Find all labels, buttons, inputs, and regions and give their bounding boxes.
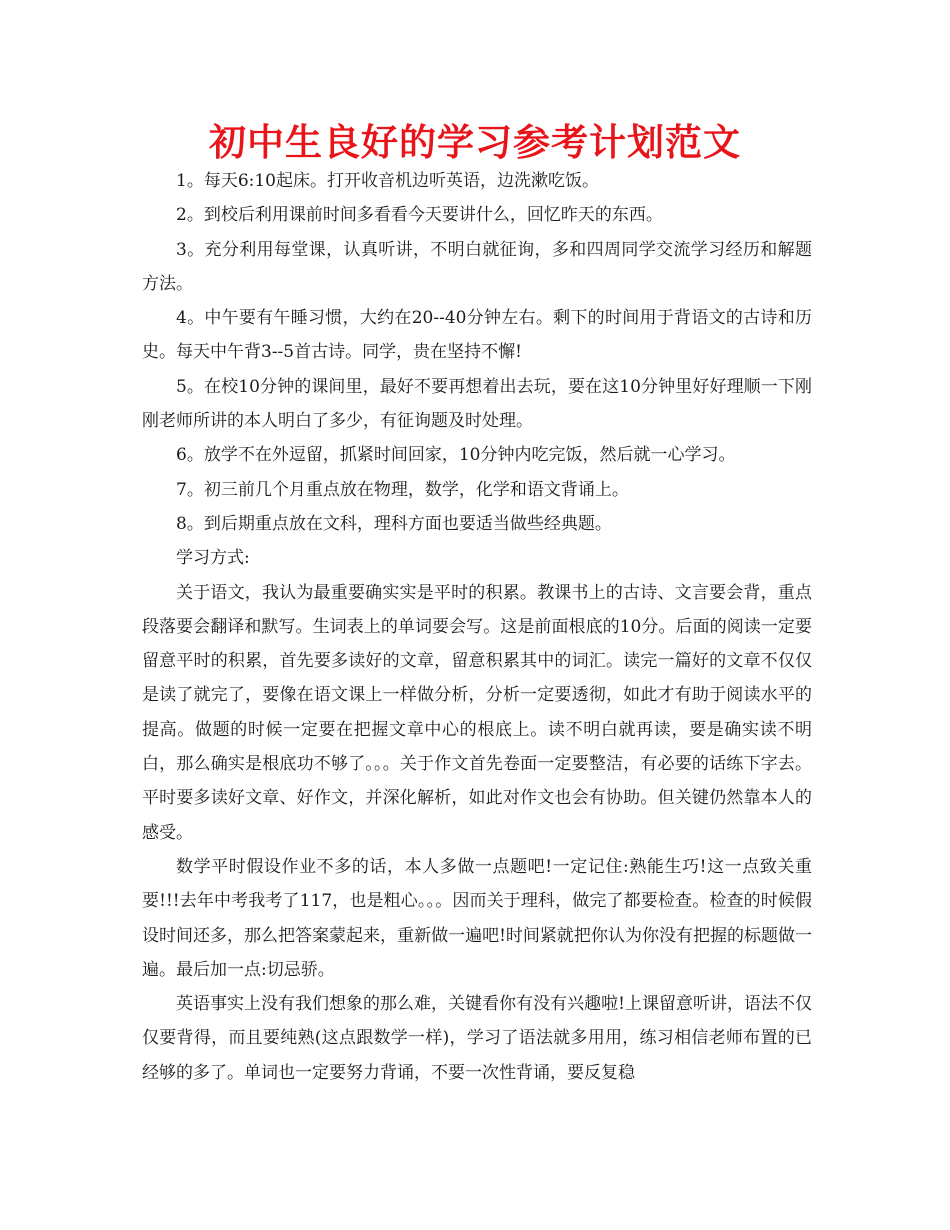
paragraph-chinese: 关于语文，我认为最重要确实实是平时的积累。教课书上的古诗、文言要会背，重点段落要会翻译和默写。生词表上的单词要会写。这是前面根底的10分。后面的阅读一定要留意平时的积累，首先要多读好的文章，留意积累其中的词汇。读完一篇好的文章不仅仅是读了就完了，要像在语文课上一样做分析，分析一定要透彻，如此才有助于阅读水平的提高。做题的时候一定要在把握文章中心的根底上。读不明白就再读，要是确实读不明白，那么确实是根底功不够了。。。关于作文首先卷面一定要整洁，有必要的话练下字去。平时要多读好文章、好作文，并深化解析，如此对作文也会有协助。但关键仍然靠本人的感受。 (142, 582, 812, 843)
paragraph-8: 8。到后期重点放在文科，理科方面也要适当做些经典题。 (176, 513, 612, 534)
paragraph-1: 1。每天6:10起床。打开收音机边听英语，边洗漱吃饭。 (176, 171, 599, 191)
paragraph-4: 4。中午要有午睡习惯，大约在20--40分钟左右。剩下的时间用于背语文的古诗和历史。每天中午背3--5首古诗。同学，贵在坚持不懈! (142, 308, 812, 363)
paragraph-6: 6。放学不在外逗留，抓紧时间回家，10分钟内吃完饭，然后就一心学习。 (176, 445, 736, 466)
paragraph-5: 5。在校10分钟的课间里，最好不要再想着出去玩，要在这10分钟里好好理顺一下刚刚老师所讲的本人明白了多少，有征询题及时处理。 (142, 376, 812, 432)
document-title: 初中生良好的学习参考计划范文 (209, 121, 741, 164)
paragraph-2: 2。到校后利用课前时间多看看今天要讲什么，回忆昨天的东西。 (176, 205, 663, 226)
paragraph-3: 3。充分利用每堂课，认真听讲，不明白就征询，多和四周同学交流学习经历和解题方法。 (142, 239, 812, 294)
paragraph-english: 英语事实上没有我们想象的那么难，关键看你有没有兴趣啦!上课留意听讲，语法不仅仅要背得，而且要纯熟(这点跟数学一样)，学习了语法就多用用，练习相信老师布置的已经够的多了。单词也一定要努力背诵，不要一次性背诵，要反复稳 (142, 994, 812, 1083)
paragraph-7: 7。初三前几个月重点放在物理，数学，化学和语文背诵上。 (176, 479, 629, 500)
document-body (142, 164, 812, 1090)
section-heading-study-methods: 学习方式: (176, 548, 250, 569)
paragraph-math: 数学平时假设作业不多的话，本人多做一点题吧!一定记住:熟能生巧!这一点致关重要!!!去年中考我考了117，也是粗心。。。因而关于理科，做完了都要检查。检查的时候假设时间还多，那么把答案蒙起来，重新做一遍吧!时间紧就把你认为你没有把握的标题做一遍。最后加一点:切忌骄。 (142, 856, 812, 980)
